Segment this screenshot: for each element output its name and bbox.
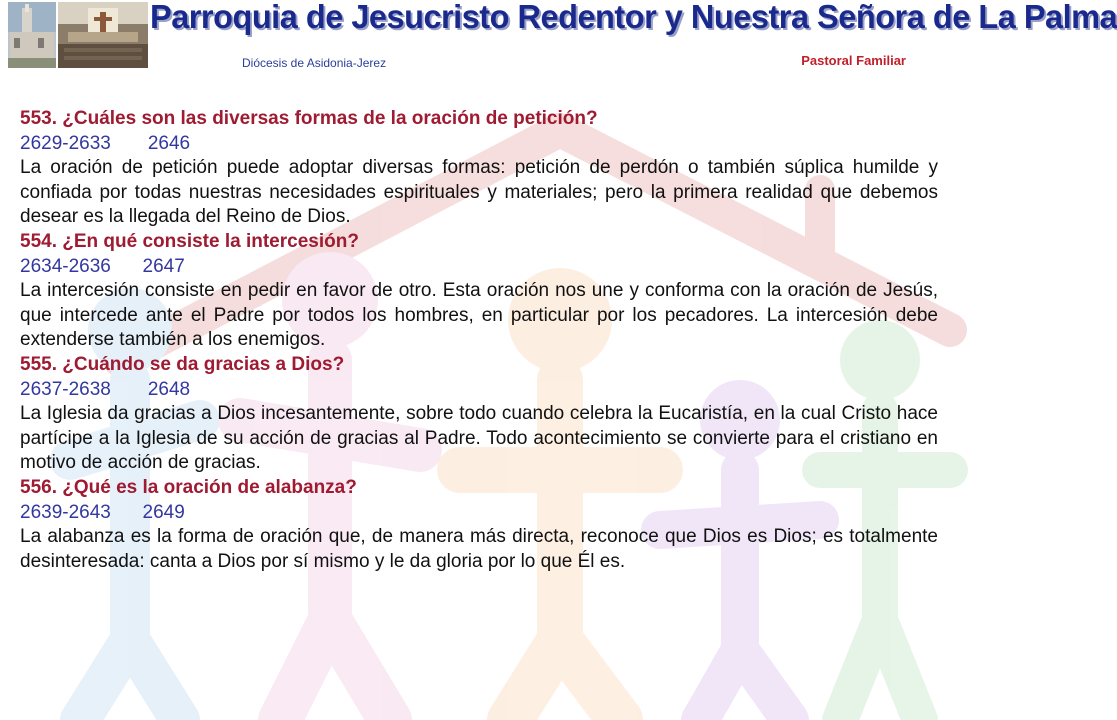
catechism-content (20, 107, 938, 574)
answer-text: La oración de petición puede adoptar diversas formas: petición de perdón o también súplica humilde y confiada por todas nuestras necesidades espirituales y materiales; pero la primera realidad que debemos desear es la llegada del Reino de Dios. (20, 157, 938, 228)
reference-numbers: 2629-2633 2646 (20, 132, 191, 154)
catechism-item (20, 476, 938, 574)
question-heading: 555. ¿Cuándo se da gracias a Dios? (20, 353, 345, 375)
answer-text: La alabanza es la forma de oración que, de manera más directa, reconoce que Dios es Dios; es totalmente desinteresada: canta a Dios por sí mismo y le da gloria por lo que Él es. (20, 526, 938, 572)
question-heading: 553. ¿Cuáles son las diversas formas de la oración de petición? (20, 108, 598, 129)
catechism-item (20, 353, 938, 476)
header (0, 0, 1117, 72)
catechism-item (20, 107, 938, 230)
reference-numbers: 2634-2636 2647 (20, 255, 185, 277)
catechism-item (20, 230, 938, 353)
church-interior-photo (58, 2, 148, 68)
answer-text: La Iglesia da gracias a Dios incesantemente, sobre todo cuando celebra la Eucaristía, en la cual Cristo hace partícipe a la Iglesia de su acción de gracias al Padre. Todo acontecimiento se convierte para el cristiano en motivo de acción de gracias. (20, 403, 938, 474)
reference-numbers: 2637-2638 2648 (20, 378, 191, 400)
question-heading: 554. ¿En qué consiste la intercesión? (20, 230, 359, 252)
parish-title: Parroquia de Jesucristo Redentor y Nuestra Señora de La Palma (150, 0, 1117, 35)
pastoral-label: Pastoral Familiar (801, 53, 906, 68)
answer-text: La intercesión consiste en pedir en favor de otro. Esta oración nos une y conforma con la oración de Jesús, que intercede ante el Padre por todos los hombres, en particular por los pecadores. La intercesión debe extenderse también a los enemigos. (20, 280, 938, 351)
church-exterior-photo (8, 2, 56, 68)
reference-numbers: 2639-2643 2649 (20, 501, 185, 523)
diocese-label: Diócesis de Asidonia-Jerez (242, 56, 387, 70)
question-heading: 556. ¿Qué es la oración de alabanza? (20, 476, 357, 498)
